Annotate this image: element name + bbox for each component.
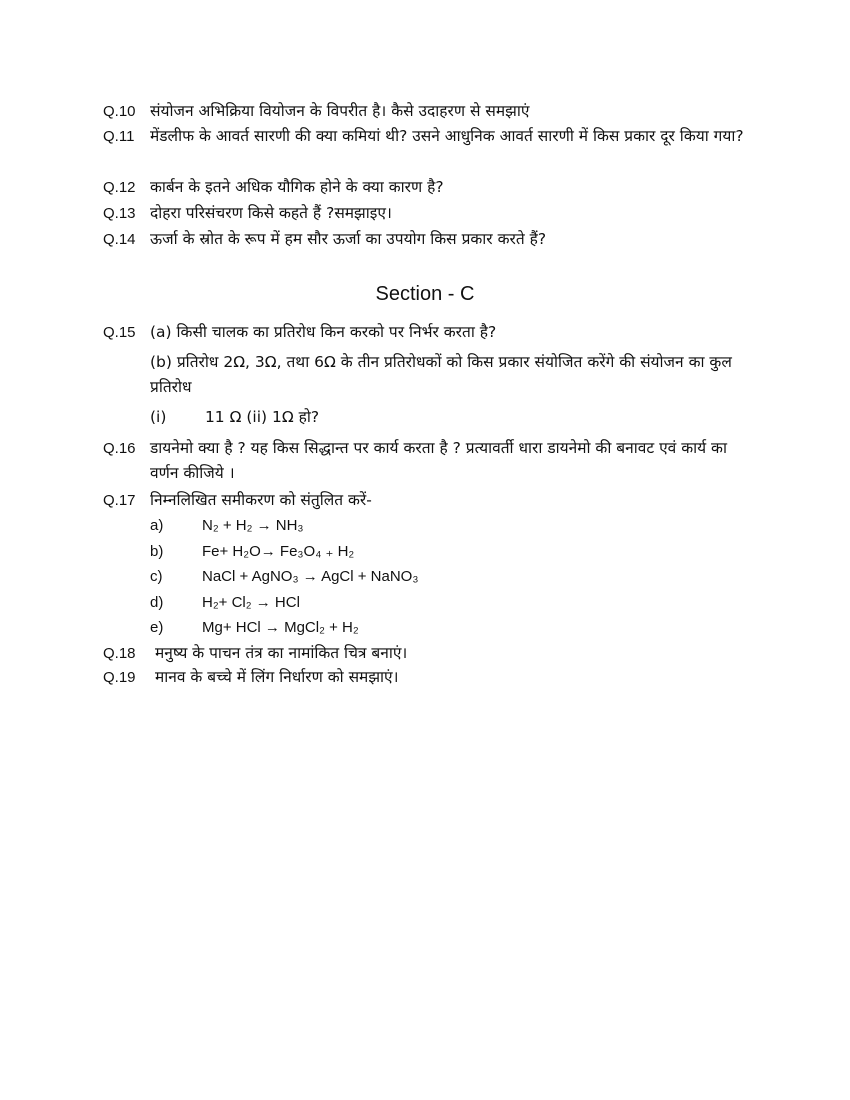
question-text: मानव के बच्चे में लिंग निर्धारण को समझाएं। <box>155 668 399 686</box>
equation-formula: Fe+ H₂O→ Fe₃O₄ ₊ H₂ <box>202 543 355 560</box>
equation-d <box>150 590 300 615</box>
question-10 <box>103 99 753 124</box>
question-text: दोहरा परिसंचरण किसे कहते हैं ?समझाइए। <box>150 204 392 222</box>
question-text: कार्बन के इतने अधिक यौगिक होने के क्या कारण है? <box>150 178 444 196</box>
question-text: मेंडलीफ के आवर्त सारणी की क्या कमियां थी? उसने आधुनिक आवर्त सारणी में किस प्रकार दूर किया गया? <box>150 127 744 145</box>
question-number: Q.14 <box>103 231 136 248</box>
question-text: संयोजन अभिक्रिया वियोजन के विपरीत है। कैसे उदाहरण से समझाएं <box>150 102 530 120</box>
equation-formula: NaCl + AgNO₃ → AgCl + NaNO₃ <box>202 568 419 585</box>
equation-e <box>150 615 359 640</box>
equation-formula: N₂ + H₂ → NH₃ <box>202 517 304 534</box>
question-number: Q.19 <box>103 669 136 686</box>
question-14 <box>103 227 753 252</box>
equation-b <box>150 539 354 564</box>
option-text: 11 Ω (ii) 1Ω हो? <box>204 408 320 426</box>
question-number: Q.10 <box>103 103 136 120</box>
question-19 <box>103 665 753 690</box>
question-text: मनुष्य के पाचन तंत्र का नामांकित चित्र बनाएं। <box>155 644 408 662</box>
question-part-a: (a) किसी चालक का प्रतिरोध किन करको पर निर्भर करता है? <box>150 323 497 341</box>
question-text: डायनेमो क्या है ? यह किस सिद्धान्त पर कार्य करता है ? प्रत्यावर्ती धारा डायनेमो की बनावट एवं कार्य का वर्णन कीजिये । <box>150 439 727 482</box>
question-15-part-c <box>150 405 750 430</box>
question-18 <box>103 641 753 666</box>
question-12 <box>103 175 753 200</box>
option-label: (i) <box>150 408 167 426</box>
question-number: Q.18 <box>103 645 136 662</box>
question-number: Q.16 <box>103 440 136 457</box>
question-15 <box>103 320 753 345</box>
question-16 <box>103 436 753 486</box>
equation-label: d) <box>150 594 164 611</box>
equation-label: a) <box>150 517 164 534</box>
equation-label: c) <box>150 568 163 585</box>
question-number: Q.13 <box>103 205 136 222</box>
equation-label: e) <box>150 619 164 636</box>
equation-formula: Mg+ HCl → MgCl₂ + H₂ <box>202 619 359 636</box>
question-17 <box>103 488 753 513</box>
equation-label: b) <box>150 543 164 560</box>
question-11 <box>103 124 753 149</box>
equation-formula: H₂+ Cl₂ → HCl <box>202 594 300 611</box>
question-number: Q.15 <box>103 324 136 341</box>
question-text: निम्नलिखित समीकरण को संतुलित करें- <box>150 491 372 509</box>
equation-c <box>150 564 418 589</box>
question-15-part-b: (b) प्रतिरोध 2Ω, 3Ω, तथा 6Ω के तीन प्रतिरोधकों को किस प्रकार संयोजित करेंगे की संयोजन का कुल प्रतिरोध <box>150 353 732 396</box>
section-title: Section - C <box>375 283 475 305</box>
question-number: Q.17 <box>103 492 136 509</box>
question-number: Q.11 <box>103 128 135 145</box>
question-13 <box>103 201 753 226</box>
question-text: ऊर्जा के स्रोत के रूप में हम सौर ऊर्जा का उपयोग किस प्रकार करते हैं? <box>150 230 547 248</box>
question-number: Q.12 <box>103 179 136 196</box>
equation-a <box>150 513 304 538</box>
